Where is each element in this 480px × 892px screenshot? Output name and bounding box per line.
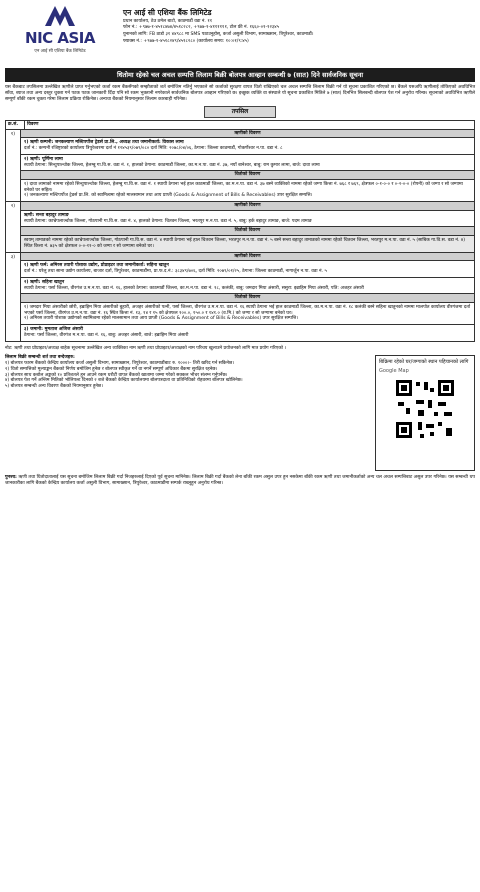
row-number: ३) (6, 253, 21, 341)
section-borrower: ऋणीको विवरण (21, 130, 474, 139)
term-item: ३) बोलपत्र साथ कबोल अङ्कको १० प्रतिशतले हुन आउने रकम धरौटी वापत बैंकको खातामा जम्मा गरेको सक्कल भौचर संलग्न गर्नुपर्नेछ। (5, 372, 228, 378)
bank-info (123, 8, 313, 45)
row-number: १) (6, 130, 21, 202)
guarantor-name: २) ऋणी: सहिना खातुन (24, 279, 65, 285)
guarantor-cell (21, 278, 474, 294)
borrower-name: ऋणी: सन्ता बहादुर तामाङ (24, 212, 69, 218)
terms-section (5, 355, 475, 471)
logo-text: NIC ASIA (25, 29, 95, 47)
term-item: १) बोलपत्र फारम बैंकको केन्द्रिय कार्यालय कर्जा असुली विभाग, सामाख्सान, त्रिपुरेश्वर, काठमाडौंबाट रु. १०००।– तिरी खरिद गर्न सकिनेछ। (5, 361, 234, 367)
intro-paragraph: यस बैंकबाट तपसिलमा उल्लेखित ऋणीले प्राप्त गर्नुभएको कर्जा रकम बैंकसँगको सम्झौताको शर्त बमोजिम नतिर्नु भएकाले सो कर्जाको सुरक्षण वापत धितो राखिएको चल अचल सम्पत्ति लिलाम बिक्री गर्न यो सूचना प्रकाशित गरिएको छ। बैंकले यसअघि ऋणीलाई तोकिएको अवधिभित्र साँवा, ब्याज तथा अन्य दस्तुर चुक्ता गर्न पटक पटक जानकारी दिँदा पनि सो रकम भुक्तानी नगरेकाले सार्वजनिक बोलपत्र आव्हान गरिएको छ। इच्छुक व्यक्ति वा संस्थाले यो सूचना प्रकाशित मितिले ७ (सात) दिनभित्र सिलबन्दी बोलपत्र पेश गर्न अनुरोध गरिन्छ। सूचनाको अवधिभित्र ऋणीले सम्पूर्ण बाँकी रकम चुक्ता गरेमा लिलाम प्रक्रिया रोकिनेछ। अन्यथा बैंकको नियमानुसार लिलाम कारबाही गरिनेछ। (5, 85, 475, 102)
collateral-details: १) दावा लामाको नाममा रहेको सिन्धुपाल्चोक जिल्ला, हेलम्बु गा.वि.स. वडा नं. १ स्थायी ठेगाना भई हाल काठमाडौं जिल्ला, का.म.न.पा. वडा नं. ३७ बस्ने व्यक्तिको नाममा रहेको जग्गा कित्ता नं. ७६८ र ७६९, क्षेत्रफल ०-१-०-० र ०-२-०-० (रोपनी) को जग्गा र सो जग्गामा बनेको घर सहित। (24, 181, 463, 193)
row-number: २) (6, 202, 21, 251)
header (5, 4, 475, 66)
collateral-cell (21, 236, 474, 251)
bank-sms: युनानको लागि: FB ठाडो ३१ ४४९८८ मा SMS पठाउनुहोस्, कर्जा असुली विभाग, सामाख्सान, त्रिपुरेश्वर, काठमाडौं। (123, 32, 314, 38)
final-paragraph (5, 475, 475, 486)
borrower-details: स्थायी ठेगाना: काभ्रेपलाञ्चोक जिल्ला, गोठपानी गा.वि.स. वडा नं. ४, हालको ठेगाना: चितवन जिल्ला, भरतपुर म.न.पा. वडा नं. ५, बाबु: हर्क बहादुर तामाङ, बाजे: पदम तामाङ (24, 218, 312, 224)
table-header (6, 121, 474, 130)
logo-mark-icon (43, 4, 77, 28)
collateral-details-2: २) अमिरस तयारी पोशाक उद्योगको स्वामित्वमा रहेको मालसामान तथा आय प्राप्ती (Goods & Assignment of Bills & Receivables) उपर सुरक्षित सम्पत्ति। (24, 316, 298, 322)
borrower-name: १) ऋणी कम्पनी: जनकल्याण मल्टिपर्पोज ट्रेडर्स प्रा.लि., अध्यक्ष तथा जमानीकर्ता: विकास लामा (24, 140, 184, 146)
collateral-details: स्वयम् तामाङको नाममा रहेको काभ्रेपलाञ्चोक जिल्ला, गोठपानी गा.वि.स. वडा नं. ४ स्थायी ठेगाना भई हाल चितवन जिल्ला, भरतपुर म.न.पा. वडा नं. ५ बस्ने सन्ता बहादुर तामाङको नाममा रहेको चितवन जिल्ला, भरतपुर म.न.पा. वडा नं. ५ (साबिक गा.वि.स. वडा नं. ४) स्थित कित्ता नं. ७३५ को क्षेत्रफल ०-०-११-० को जग्गा र सो जग्गामा बनेको घर। (24, 238, 466, 249)
guarantor-name: २) ऋणी: पूर्णिमा लामा (24, 156, 63, 162)
borrower-details: दर्ता नं.: कम्पनी रजिष्ट्रारको कार्यालय त्रिपुरेश्वरमा दर्ता नं १२४५३९/०७९/०८० दर्ता मिति: २०७८/०४/०६, ठेगाना: जिल्ला काठमाडौं, गोकर्णेश्वर न.पा. वडा नं. ८ (24, 146, 283, 152)
section-collateral: धितोको विवरण (21, 171, 474, 180)
borrower-cell (21, 211, 474, 227)
final-text: ऋणी तथा धितोदातालाई यस सूचना बमोजिम लिलाम बिक्री गर्दा निजहरुलाई दिएको पूर्व सूचना मानिनेछ। लिलाम बिक्री गर्दा बैंकको लेना बाँकी रकम असुल उपर हुन नसकेमा बाँकी रकम ऋणी तथा जमानीकर्ताको अन्य चल अचल सम्पत्तिबाट असुल उपर गरिनेछ। यस सम्बन्धी थप जानकारीका लागि बैंकको केन्द्रिय कार्यालय कर्जा असुली विभाग, सामाख्सान, त्रिपुरेश्वर, काठमाडौंमा सम्पर्क राख्नुहुन अनुरोध गरिन्छ। (5, 475, 475, 487)
bank-name: एन आई सी एशिया बैंक लिमिटेड (123, 8, 212, 17)
section-collateral: धितोको विवरण (21, 294, 474, 303)
col-sn: क्र.सं. (6, 121, 25, 129)
term-item: २) धितो सम्पत्तिको मूल्याङ्कन बैंकको निर्णय बमोजिम हुनेछ र बोलपत्र स्वीकृत गर्ने वा नगर्ने सम्पूर्ण अधिकार बैंकमा सुरक्षित रहनेछ। (5, 366, 218, 372)
bank-phone: फोन नं.: +९७७-१-४५१८४७४/४५१८२८२, +९७७-१-४११११११, टोल फ्री नं. १६६०-०१-१२३४५ (123, 25, 280, 31)
qr-box (375, 355, 475, 471)
borrower-name: १) ऋणी फर्म: अमिरस तयारी पोशाक उद्योग, प्रोप्राइटर तथा जमानीकर्ता: सहिना खातुन (24, 263, 169, 269)
guarantor2-details: ठेगाना: पर्सा जिल्ला, वीरगंज म.न.पा. वडा नं. १६, बाबु: अजहर अंसारी, बाजे: इब्राहिम मिया अंसारी (24, 332, 189, 338)
table-row (6, 202, 474, 252)
term-item: ४) बोलपत्र पेश गर्ने अन्तिम मितिको भोलिपल्ट दिनको २ बजे बैंकको केन्द्रिय कार्यालयमा बोलपत्रदाता वा प्रतिनिधिको रोहवरमा बोलपत्र खोलिनेछ। (5, 378, 243, 384)
col-details: विवरण (27, 121, 39, 127)
bank-fax: फ्याक्स नं.: +९७७-१-४५१८२४९/४५१८२८० (कार्यालय समय: १०:०१/९:४५) (123, 38, 249, 44)
details-table (5, 120, 475, 342)
section-borrower: ऋणीको विवरण (21, 253, 474, 262)
bank-address: प्रधान कार्यालय, ठेउ ठमेल बाटो, काठमाडौं वडा नं. ११ (123, 18, 213, 24)
borrower-cell (21, 138, 474, 154)
qr-subtitle: Google Map (379, 367, 409, 374)
qr-title: बिक्रिमा रहेको घर/जग्गाको स्थान पहिचानको लागि (379, 359, 469, 366)
guarantor2-cell (21, 325, 474, 340)
collateral-cell (21, 180, 474, 201)
collateral-cell (21, 303, 474, 325)
borrower-cell (21, 261, 474, 277)
notice-title: धितोमा रहेको चल अचल सम्पत्ति लिलाम बिक्री बोलपत्र आव्हान सम्बन्धी ७ (सात) दिने सार्वजनिक सूचना (5, 68, 475, 82)
section-collateral: धितोको विवरण (21, 227, 474, 236)
terms-list (5, 355, 375, 471)
table-row (6, 130, 474, 203)
guarantor2-name: ३) जमानी: मुमताज अजिज अंसारी (24, 327, 83, 333)
collateral-details: १) जमदार मिया अंसारीको छोरी, इब्राहिम मिया अंसारीको बुहारी, अजहर अंसारीको पत्नी, पर्सा जिल्ला, वीरगंज उ.म.न.पा. वडा नं. १६ स्थायी ठेगाना भई हाल काठमाडौं जिल्ला, का.म.न.पा. वडा नं. १८ कलंकी बस्ने सहिना खातुनको नाममा मालपोत कार्यालय वीरगंजमा दर्ता भएको पर्सा जिल्ला, वीरगंज उ.म.न.पा. वडा नं. १६ स्थित कित्ता नं. १३, १४ र १५ को क्षेत्रफल १००.०, १५०.० र १४१.० (व.मि.) को जग्गा र सो जग्गामा बनेको घर। (24, 304, 471, 316)
section-borrower: ऋणीको विवरण (21, 202, 474, 211)
collateral-details-2: २) जनकल्याण मल्टिपर्पोज ट्रेडर्स प्रा.लि. को स्वामित्वमा रहेको मालसामान तथा आय प्राप्ती (Goods & Assignment of Bills & Receivables) उपर सुरक्षित सम्पत्ति। (24, 193, 313, 199)
bank-logo (5, 4, 115, 54)
borrower-details: दर्ता नं.: घरेलु तथा साना उद्योग कार्यालय, बाजार दर्ता, त्रिपुरेश्वर, काठमाडौंमा, प्रा.फ.द.नं.: ३८३४९/७०६, दर्ता मिति: २०७९/०१/२५, ठेगाना: जिल्ला काठमाडौं, नागार्जुन न.पा. वडा नं. ५ (24, 269, 327, 275)
guarantor-details: स्थायी ठेगाना: सिन्धुपाल्चोक जिल्ला, हेलम्बु गा.वि.स. वडा नं. १, हालको ठेगाना: काठमाडौं जिल्ला, का.म.न.पा. वडा नं. ३७, नयाँ बानेश्वर, बाबु: राम कुमार लामा, बाजे: दावा लामा (24, 162, 320, 168)
final-title: पुनश्च: (5, 475, 17, 481)
note-text: नोट: ऋणी तथा प्रोप्राइटर/अध्यक्ष बाहेक सूचनामा उल्लेखित अन्य व्यक्तिका नाम ऋणी तथा प्रोप्राइटर/अध्यक्षको नाम परिचय खुलाउने प्रयोजनको लागि मात्र प्रयोग गरिएको । (5, 345, 287, 351)
term-item: ५) बोलपत्र सम्बन्धी अन्य विवरण बैंकको नियमानुसार हुनेछ। (5, 384, 103, 390)
terms-title: लिलाम बिक्री सम्बन्धी शर्त तथा बन्देजहरु: (5, 355, 75, 361)
table-row (6, 253, 474, 341)
logo-tagline: एन आई सी एशिया बैंक लिमिटेड (34, 48, 86, 54)
table-title: तपसिल (204, 106, 276, 118)
guarantor-cell (21, 155, 474, 171)
guarantor-details: स्थायी ठेगाना: पर्सा जिल्ला, वीरगंज उ.म.न.पा. वडा नं. १६, हालको ठेगाना: काठमाडौं जिल्ला, का.म.न.पा. वडा नं. १८, कलंकी, बाबु: जमदार मिया अंसारी, ससुरा: इब्राहिम मिया अंसारी, पति: अजहर अंसारी (24, 285, 364, 291)
qr-code-icon[interactable] (394, 378, 456, 440)
